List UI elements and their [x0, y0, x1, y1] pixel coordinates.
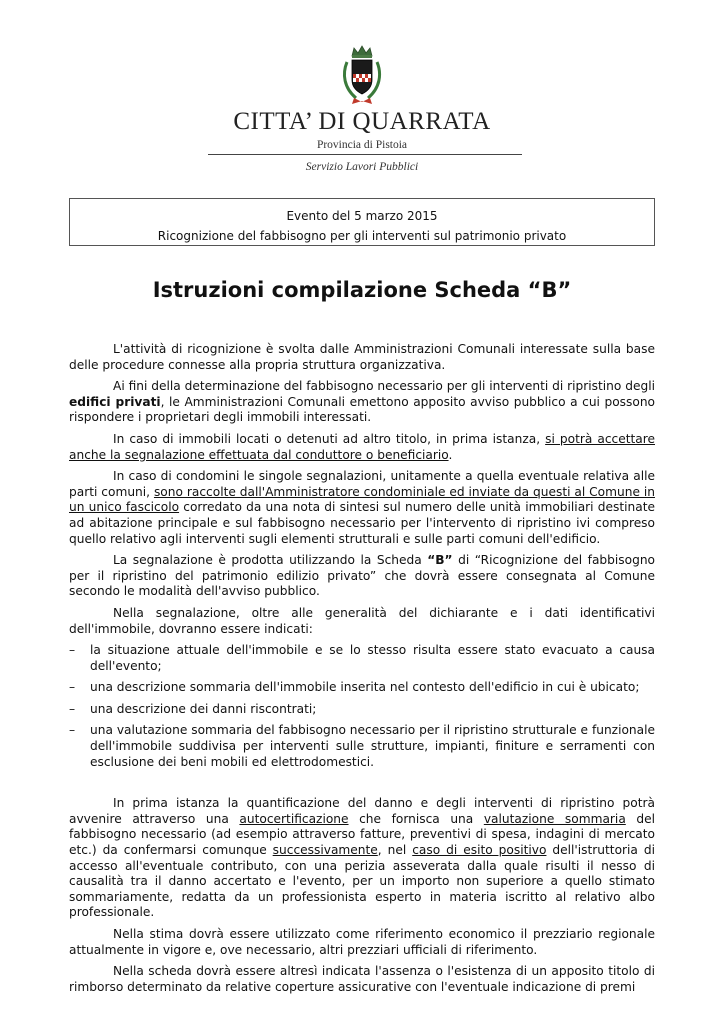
text-span: dell'istruttoria di accesso all'eventuale contributo, con una perizia asseverata dalla quale risulti il nesso di causalità tra il danno accertato e l'evento, per un importo non superiore a quello stimato sommariamente, redatta da un professionista esperto in materia iscritto al relativo albo professionale. — [69, 843, 655, 920]
paragraph-9: Nella scheda dovrà essere altresì indicata l'assenza o l'esistenza di un apposito titolo di rimborso determinato da relative coperture assicurative con l'eventuale indicazione di premi — [69, 964, 655, 994]
text-span: che fornisca una — [348, 811, 484, 826]
event-subject: Ricognizione del fabbisogno per gli interventi sul patrimonio privato — [157, 229, 567, 243]
dash-bullet: – — [69, 643, 76, 658]
header-divider — [208, 154, 522, 155]
list-item-text: una descrizione sommaria dell'immobile inserita nel contesto dell'edificio in cui è ubicato; — [90, 680, 640, 695]
underlined-text: si potrà accettare anche la segnalazione effettuata dal conduttore o beneficiario — [69, 431, 655, 462]
underlined-text: caso di esito positivo — [412, 843, 547, 858]
list-item-text: una valutazione sommaria del fabbisogno necessario per il ripristino strutturale e funzionale dell'immobile suddivisa per interventi sulle strutture, impianti, finiture e serramenti con esclusione dei beni mobili ed elettrodomestici. — [90, 723, 655, 769]
dash-bullet: – — [69, 701, 76, 716]
dash-bullet: – — [69, 723, 76, 738]
paragraph-5 — [69, 553, 655, 600]
underlined-text: autocertificazione — [239, 811, 349, 826]
text-span: corredato da una nota di sintesi sul numero delle unità immobiliari destinate ad abitazione principale e sul fabbisogno necessario per l'intervento di ripristino ivi compreso quello relativo agli interventi sugli elementi strutturali e sulle parti comuni dell'edificio. — [69, 500, 655, 546]
text-span: del fabbisogno necessario (ad esempio attraverso fatture, preventivi di spesa, indagini di mercato etc.) da confermarsi comunque — [69, 811, 655, 858]
text-span: di “Ricognizione del fabbisogno per il ripristino del patrimonio edilizio privato” che dovrà essere consegnata al Comune secondo le modalità dell'avviso pubblico. — [69, 553, 656, 599]
list-item — [69, 702, 655, 718]
bold-text: “B” — [427, 553, 453, 568]
indicated-items-list — [69, 643, 655, 770]
underlined-text: valutazione sommaria — [483, 811, 626, 826]
text-span: In caso di condomini le singole segnalazioni, unitamente a quella eventuale relativa alle parti comuni, — [69, 469, 655, 499]
event-box — [69, 198, 655, 246]
text-span: , nel — [377, 843, 413, 858]
paragraph-2 — [69, 379, 655, 426]
province-name: Provincia di Pistoia — [316, 139, 408, 151]
list-item — [69, 680, 655, 696]
text-span: . — [448, 447, 453, 462]
list-item-text: una descrizione dei danni riscontrati; — [90, 701, 317, 716]
list-item-text: la situazione attuale dell'immobile e se lo stesso risulta essere stato evacuato a causa dell'evento; — [90, 643, 655, 673]
paragraph-7 — [69, 796, 655, 921]
document-body — [69, 342, 655, 1001]
paragraph-4 — [69, 469, 655, 547]
bold-text: edifici privati — [69, 394, 161, 409]
underlined-text: sono raccolte dall'Amministratore condominiale ed inviate da questi al Comune in un unico fascicolo — [69, 484, 655, 515]
paragraph-6: Nella segnalazione, oltre alle generalità del dichiarante e i dati identificativi dell'immobile, dovranno essere indicati: — [69, 605, 655, 636]
paragraph-3 — [69, 432, 655, 463]
spacer — [69, 778, 655, 796]
document-title: Istruzioni compilazione Scheda “B” — [152, 278, 572, 302]
list-item — [69, 643, 655, 674]
underlined-text: successivamente — [272, 843, 378, 858]
dash-bullet: – — [69, 680, 76, 695]
text-span: In caso di immobili locati o detenuti ad altro titolo, in prima istanza, — [113, 431, 546, 446]
text-span: In prima istanza la quantificazione del danno e degli interventi di ripristino potrà avvenire attraverso una — [69, 796, 655, 826]
city-crest-logo — [340, 44, 384, 106]
paragraph-8: Nella stima dovrà essere utilizzato come riferimento economico il prezziario regionale attualmente in vigore e, ove necessario, altri prezziari ufficiali di riferimento. — [69, 927, 655, 957]
list-item — [69, 723, 655, 770]
event-date: Evento del 5 marzo 2015 — [286, 209, 438, 223]
city-name: CITTA’ DI QUARRATA — [233, 108, 491, 135]
paragraph-1: L'attività di ricognizione è svolta dalle Amministrazioni Comunali interessate sulla base delle procedure connesse alla propria struttura organizzativa. — [69, 342, 655, 372]
text-span: Ai fini della determinazione del fabbisogno necessario per gli interventi di ripristino degli — [113, 379, 655, 394]
text-span: , le Amministrazioni Comunali emettono apposito avviso pubblico a cui possono rispondere i proprietari degli immobili interessati. — [69, 394, 656, 425]
service-name: Servizio Lavori Pubblici — [305, 161, 419, 173]
text-span: La segnalazione è prodotta utilizzando la Scheda — [113, 553, 428, 568]
